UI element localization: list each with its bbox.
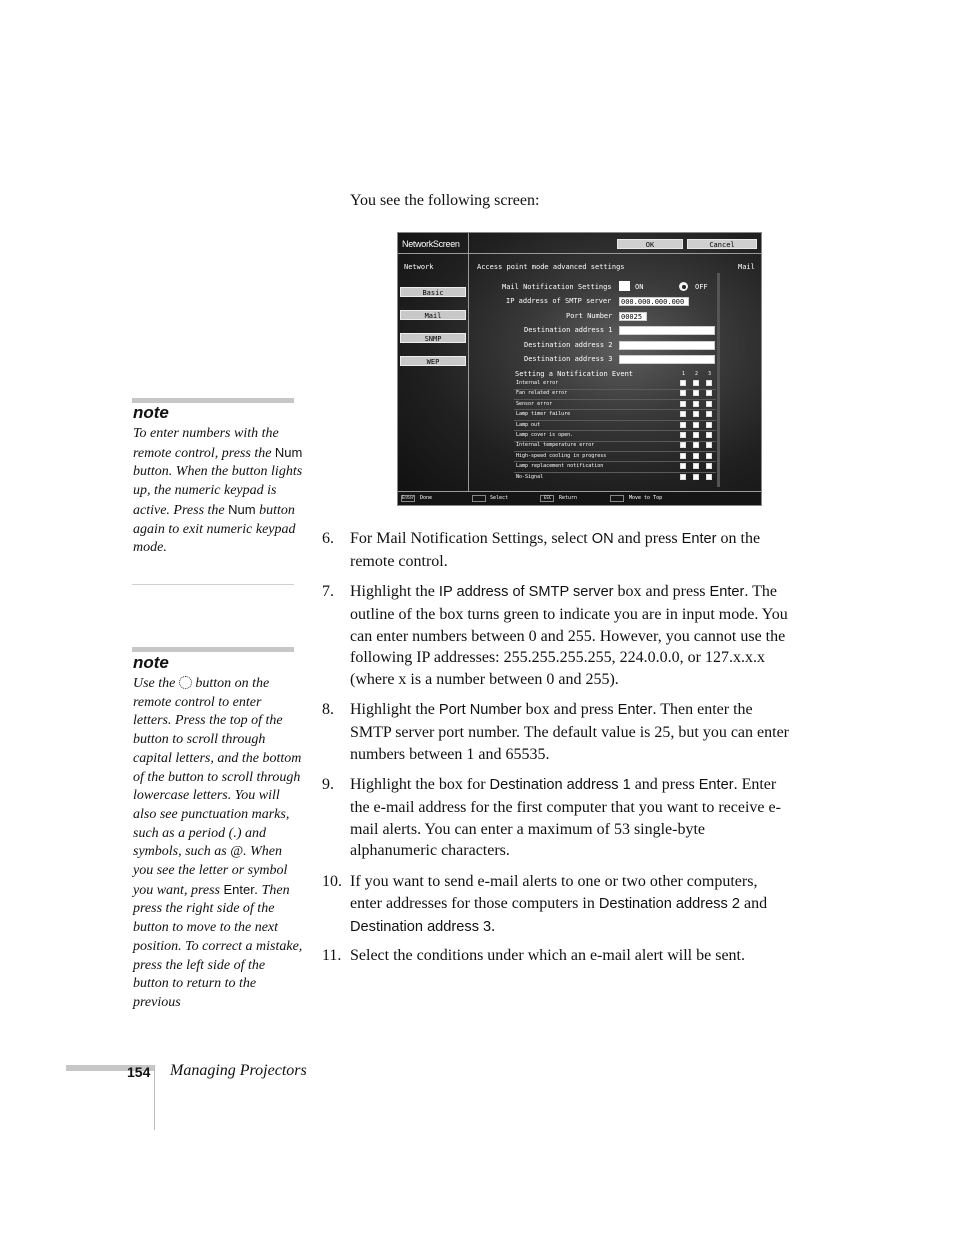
event-checkbox-2[interactable] bbox=[693, 411, 699, 417]
event-checkbox-1[interactable] bbox=[680, 474, 686, 480]
event-checkbox-3[interactable] bbox=[706, 474, 712, 480]
page-number: 154 bbox=[127, 1064, 151, 1080]
select-key-icon bbox=[472, 495, 486, 502]
dest2-input[interactable] bbox=[619, 341, 715, 350]
event-checkbox-2[interactable] bbox=[693, 453, 699, 459]
note-2-title: note bbox=[133, 653, 169, 672]
event-checkbox-1[interactable] bbox=[680, 422, 686, 428]
event-checkbox-3[interactable] bbox=[706, 390, 712, 396]
section-title: Managing Projectors bbox=[170, 1062, 307, 1079]
event-label: No-Signal bbox=[516, 473, 544, 480]
event-checkbox-3[interactable] bbox=[706, 463, 712, 469]
event-label: Internal error bbox=[516, 380, 559, 386]
on-label: ON bbox=[635, 283, 644, 291]
event-checkbox-1[interactable] bbox=[680, 401, 686, 407]
event-checkbox-1[interactable] bbox=[680, 432, 686, 438]
sidebar-item-mail[interactable]: Mail bbox=[400, 310, 466, 320]
on-checkbox[interactable] bbox=[619, 281, 630, 291]
move-top-key-icon bbox=[610, 495, 624, 502]
event-checkbox-1[interactable] bbox=[680, 411, 686, 417]
port-input[interactable]: 00025 bbox=[619, 312, 647, 321]
smtp-input[interactable]: 000.000.000.000 bbox=[619, 297, 689, 306]
note-2-bar bbox=[132, 647, 294, 652]
network-screen-image: NetworkScreen OK Cancel Network Basic Mail SNMP WEP Access point mode advanced settings Mail Mail Notification Settings ON OFF IP address of SMTP server 000.000.000.000 Port Number 00025 Destination address 1 Destination address 2 Destination address 3 Setting a Notification Event 1 2 3 Enter Done Select ESC Return Move to Top Internal error Fan related error Sensor error Lamp timer failure Lamp out Lamp cover is open. Internal temperature error High-speed cooling in progress Lamp replacement notification No-Signal bbox=[397, 232, 762, 506]
event-checkbox-3[interactable] bbox=[706, 380, 712, 386]
event-checkbox-2[interactable] bbox=[693, 422, 699, 428]
footer-divider bbox=[154, 1065, 155, 1130]
note-2-body: Use the button on the remote control to enter letters. Press the top of the button to scroll through capital letters, and the bottom of the button to scroll through lowercase letters. You will also see punctuation marks, such as a period (.) and symbols, such as @. When you see the letter or symbol you want, press Enter. Then press the right side of the button to move to the next position. To correct a mistake, press the left side of the button to return to the previous bbox=[133, 676, 303, 1010]
event-checkbox-2[interactable] bbox=[693, 390, 699, 396]
screen-title: NetworkScreen bbox=[402, 239, 460, 249]
note-1-rule bbox=[132, 584, 294, 585]
event-label: Sensor error bbox=[516, 400, 553, 407]
sidebar-item-basic[interactable]: Basic bbox=[400, 287, 466, 297]
intro-text: You see the following screen: bbox=[350, 192, 540, 209]
event-checkbox-2[interactable] bbox=[693, 474, 699, 480]
note-1-body: To enter numbers with the remote control, press the Num button. When the button lights up, the numeric keypad is active. Press the Num button again to exit numeric keypad mode. bbox=[133, 426, 303, 556]
header-section: Mail bbox=[738, 263, 755, 271]
sidebar-item-wep[interactable]: WEP bbox=[400, 356, 466, 366]
event-checkbox-2[interactable] bbox=[693, 442, 699, 448]
event-checkbox-3[interactable] bbox=[706, 422, 712, 428]
event-label: High-speed cooling in progress bbox=[516, 452, 607, 459]
event-label: Lamp out bbox=[516, 421, 541, 428]
dest1-input[interactable] bbox=[619, 326, 715, 335]
event-checkbox-2[interactable] bbox=[693, 432, 699, 438]
event-label: Lamp timer failure bbox=[516, 411, 571, 418]
event-label: Internal temperature error bbox=[516, 442, 595, 449]
event-checkbox-2[interactable] bbox=[693, 401, 699, 407]
event-checkbox-3[interactable] bbox=[706, 411, 712, 417]
event-heading: Setting a Notification Event bbox=[515, 370, 634, 378]
dest3-label: Destination address 3 bbox=[524, 355, 613, 363]
cancel-button[interactable]: Cancel bbox=[687, 239, 757, 249]
event-checkbox-1[interactable] bbox=[680, 463, 686, 469]
sidebar-item-snmp[interactable]: SNMP bbox=[400, 333, 466, 343]
header-text: Access point mode advanced settings bbox=[477, 263, 625, 271]
event-checkbox-2[interactable] bbox=[693, 463, 699, 469]
dest1-label: Destination address 1 bbox=[524, 326, 613, 334]
mail-notification-label: Mail Notification Settings bbox=[502, 283, 612, 291]
scrollbar[interactable] bbox=[717, 273, 720, 487]
event-checkbox-1[interactable] bbox=[680, 453, 686, 459]
event-checkbox-3[interactable] bbox=[706, 432, 712, 438]
dest3-input[interactable] bbox=[619, 355, 715, 364]
event-checkbox-3[interactable] bbox=[706, 401, 712, 407]
off-radio[interactable] bbox=[679, 282, 688, 291]
event-checkbox-3[interactable] bbox=[706, 442, 712, 448]
screen-bottom-bar bbox=[398, 491, 761, 506]
event-checkbox-2[interactable] bbox=[693, 380, 699, 386]
dest2-label: Destination address 2 bbox=[524, 341, 613, 349]
directional-pad-icon bbox=[179, 676, 192, 689]
note-1-title: note bbox=[133, 403, 169, 422]
event-label: Lamp replacement notification bbox=[516, 463, 604, 470]
event-label: Fan related error bbox=[516, 390, 568, 397]
ok-button[interactable]: OK bbox=[617, 239, 683, 249]
event-checkbox-1[interactable] bbox=[680, 442, 686, 448]
event-label: Lamp cover is open. bbox=[516, 432, 574, 438]
sidebar-heading: Network bbox=[404, 263, 434, 271]
smtp-label: IP address of SMTP server bbox=[506, 297, 612, 305]
off-label: OFF bbox=[695, 283, 708, 291]
event-checkbox-1[interactable] bbox=[680, 380, 686, 386]
port-label: Port Number bbox=[566, 312, 613, 320]
event-checkbox-1[interactable] bbox=[680, 390, 686, 396]
event-checkbox-3[interactable] bbox=[706, 453, 712, 459]
